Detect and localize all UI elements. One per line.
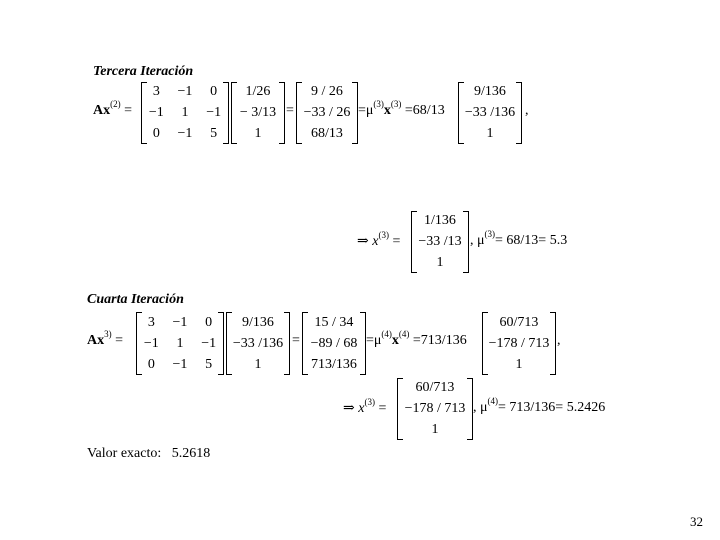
equals-sign: = [286, 103, 294, 118]
matrix-cell: −1 [177, 125, 193, 141]
matrix-cell: 3 [147, 314, 155, 330]
matrix-cell: 1 [176, 335, 184, 351]
vector-cell: 68/13 [311, 125, 343, 141]
x-superscript: (3) [390, 99, 402, 109]
matrix-cell: −1 [201, 335, 217, 351]
x-symbol: x [383, 103, 391, 118]
vector-result-fourth [302, 312, 366, 375]
matrix-cell: −1 [172, 356, 188, 372]
exact-value-label: Valor exacto: [87, 446, 162, 461]
vector-cell: 1/136 [424, 213, 456, 229]
vector-result-third [296, 82, 358, 144]
implies-arrow: ⇒ [343, 401, 355, 416]
ax-superscript: (2) [110, 99, 121, 109]
mu-value: = 68/13= 5.3 [495, 233, 568, 248]
matrix-cell: 0 [205, 314, 213, 330]
exact-value-line [87, 446, 210, 462]
x-symbol: x [358, 401, 365, 416]
equals-sign: = [115, 333, 124, 348]
x-superscript: (4) [398, 329, 410, 339]
exact-value-number: 5.2618 [171, 446, 211, 461]
equals-sign: = [392, 234, 401, 249]
vector-cell: 1/26 [245, 84, 271, 100]
vector-cell: 1 [515, 356, 523, 372]
matrix-cell: 0 [147, 356, 155, 372]
result-line-third-lhs [357, 230, 401, 250]
matrix-cell: −1 [172, 314, 188, 330]
vector-cell: −33 /13 [418, 233, 462, 249]
comma: , [557, 333, 561, 348]
matrix-cell: 0 [152, 125, 160, 141]
x-symbol: x [372, 234, 379, 249]
vector-cell: 9/136 [474, 84, 506, 100]
page-number: 32 [690, 514, 703, 529]
implies-arrow: ⇒ [357, 234, 369, 249]
vector-cell: 1 [436, 254, 444, 270]
vector-cell: −178 / 713 [404, 400, 466, 416]
vector-cell: −178 / 713 [488, 335, 550, 351]
vector-cell: 713/136 [311, 356, 357, 372]
vector-x-fourth [226, 312, 290, 375]
matrix-cell: −1 [206, 104, 222, 120]
vector-cell: −33 / 26 [303, 104, 351, 120]
x-superscript: (3) [378, 230, 389, 240]
vector-cell: 1 [254, 125, 262, 141]
vector-cell: −33 /136 [464, 104, 516, 120]
comma: , [473, 400, 477, 415]
mu-superscript: (4) [487, 396, 499, 406]
mu-expression-fourth [366, 329, 467, 349]
equals-sign: = [292, 333, 300, 348]
mu-value: = 713/136= 5.2426 [498, 400, 606, 415]
matrix-cell: 1 [181, 104, 189, 120]
x-superscript: (3) [364, 397, 375, 407]
vector-result-line-fourth [397, 378, 473, 440]
vector-cell: 1 [254, 356, 262, 372]
matrix-cell: 5 [210, 125, 218, 141]
mu-symbol: =μ [366, 333, 382, 348]
matrix-cell: 5 [205, 356, 213, 372]
vector-cell: − 3/13 [239, 104, 277, 120]
mu-value: =713/136 [412, 333, 467, 348]
vector-result-line-third [411, 211, 469, 273]
vector-cell: 1 [486, 125, 494, 141]
matrix-cell: 3 [152, 84, 160, 100]
mu-result-third [470, 229, 568, 249]
ax-label: Ax [87, 333, 105, 348]
mu-superscript: (4) [381, 329, 392, 339]
matrix-a-third [141, 82, 229, 144]
equals-sign: = [124, 103, 133, 118]
vector-normalized-third [458, 82, 522, 144]
lhs-ax-fourth [87, 329, 124, 349]
matrix-cell: −1 [148, 104, 164, 120]
matrix-cell: −1 [143, 335, 159, 351]
vector-x-third [231, 82, 285, 144]
mu-superscript: (3) [373, 99, 384, 109]
vector-cell: 60/713 [415, 380, 455, 396]
vector-cell: 1 [431, 421, 439, 437]
mu-symbol: μ [480, 400, 488, 415]
mu-symbol: μ [477, 233, 485, 248]
matrix-cell: 0 [210, 84, 218, 100]
vector-cell: 60/713 [499, 314, 539, 330]
matrix-a-fourth [136, 312, 224, 375]
section-title-fourth: Cuarta Iteración [87, 292, 184, 307]
mu-superscript: (3) [484, 229, 496, 239]
mu-symbol: =μ [358, 103, 374, 118]
vector-cell: 15 / 34 [314, 314, 354, 330]
vector-cell: −89 / 68 [310, 335, 358, 351]
equals-sign: = [378, 401, 387, 416]
mu-value: =68/13 [404, 103, 445, 118]
comma: , [525, 103, 529, 118]
vector-cell: 9/136 [242, 314, 274, 330]
vector-cell: −33 /136 [232, 335, 284, 351]
lhs-ax-third [93, 99, 133, 119]
x-symbol: x [391, 333, 399, 348]
mu-expression-third [358, 99, 445, 119]
vector-normalized-fourth [482, 312, 556, 375]
ax-label: Ax [93, 103, 111, 118]
result-line-fourth-lhs [343, 397, 387, 417]
ax-superscript: 3) [104, 329, 112, 339]
section-title-third: Tercera Iteración [93, 64, 194, 79]
mu-result-fourth [473, 396, 606, 416]
matrix-cell: −1 [177, 84, 193, 100]
vector-cell: 9 / 26 [311, 84, 343, 100]
comma: , [470, 233, 474, 248]
